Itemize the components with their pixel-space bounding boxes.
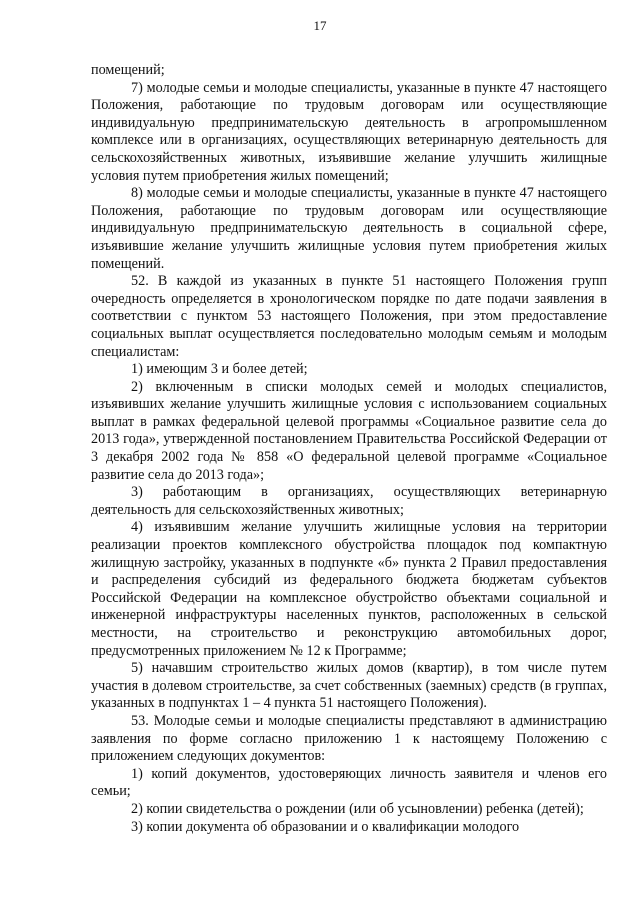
paragraph-52-item-5: 5) начавшим строительство жилых домов (квартир), в том числе путем участия в долевом строительстве, за счет собственных (заемных) средств (в группах, указанных в подпунктах 1 – 4 пункта 51 настоящего Положения). xyxy=(91,660,607,712)
paragraph-clause-52: 52. В каждой из указанных в пункте 51 настоящего Положения групп очередность определяется в хронологическом порядке по дате подачи заявления в соответствии с пунктом 53 настоящего Положения, при этом предоставление социальных выплат осуществляется последовательно молодым семьям и молодым специалистам: xyxy=(91,273,607,360)
paragraph-52-item-1: 1) имеющим 3 и более детей; xyxy=(131,361,308,378)
paragraph-continuation: помещений; xyxy=(91,62,165,78)
paragraph-item-7: 7) молодые семьи и молодые специалисты, указанные в пункте 47 настоящего Положения, работающие по трудовым договорам или осуществляющие индивидуальную предпринимательскую деятельность в агропромышленном комплексе или в организациях, осуществляющих ветеринарную деятельность для сельскохозяйственных животных, изъявившие желание улучшить жилищные условия путем приобретения жилых помещений; xyxy=(91,79,607,184)
paragraph-item-8: 8) молодые семьи и молодые специалисты, указанные в пункте 47 настоящего Положения, работающие по трудовым договорам или осуществляющие индивидуальную предпринимательскую деятельность в социальной сфере, изъявившие желание улучшить жилищные условия путем приобретения жилых помещений. xyxy=(91,185,607,272)
paragraph-clause-53: 53. Молодые семьи и молодые специалисты представляют в администрацию заявления по форме согласно приложению 1 к настоящему Положению с приложением следующих документов: xyxy=(91,712,607,765)
paragraph-52-item-2: 2) включенным в списки молодых семей и молодых специалистов, изъявивших желание улучшить жилищные условия с использованием социальных выплат в рамках федеральной целевой программы «Социальное развитие села до 2013 года», утвержденной постановлением Правительства Российской Федерации от 3 декабря 2002 года № 858 «О федеральной целевой программе «Социальное развитие села до 2013 года»; xyxy=(91,378,607,483)
paragraph-53-item-2: 2) копии свидетельства о рождении (или об усыновлении) ребенка (детей); xyxy=(131,800,584,817)
paragraph-52-item-3: 3) работающим в организациях, осуществляющих ветеринарную деятельность для сельскохозяйственных животных; xyxy=(91,484,607,518)
paragraph-52-item-4: 4) изъявившим желание улучшить жилищные условия на территории реализации проектов комплексного обустройства площадок под компактную жилищную застройку, указанных в подпункте «б» пункта 2 Правил предоставления и распределения субсидий из федерального бюджета бюджетам субъектов Российской Федерации на комплексное обустройство объектами социальной и инженерной инфраструктуры населенных пунктов, расположенных в сельской местности, на строительство и реконструкцию автомобильных дорог, предусмотренных приложением № 12 к Программе; xyxy=(91,519,607,659)
paragraph-53-item-3: 3) копии документа об образовании и о квалификации молодого xyxy=(131,818,520,835)
paragraph-53-item-1: 1) копий документов, удостоверяющих личность заявителя и членов его семьи; xyxy=(91,765,607,800)
page-number: 17 xyxy=(313,18,327,33)
document-body xyxy=(91,62,607,836)
